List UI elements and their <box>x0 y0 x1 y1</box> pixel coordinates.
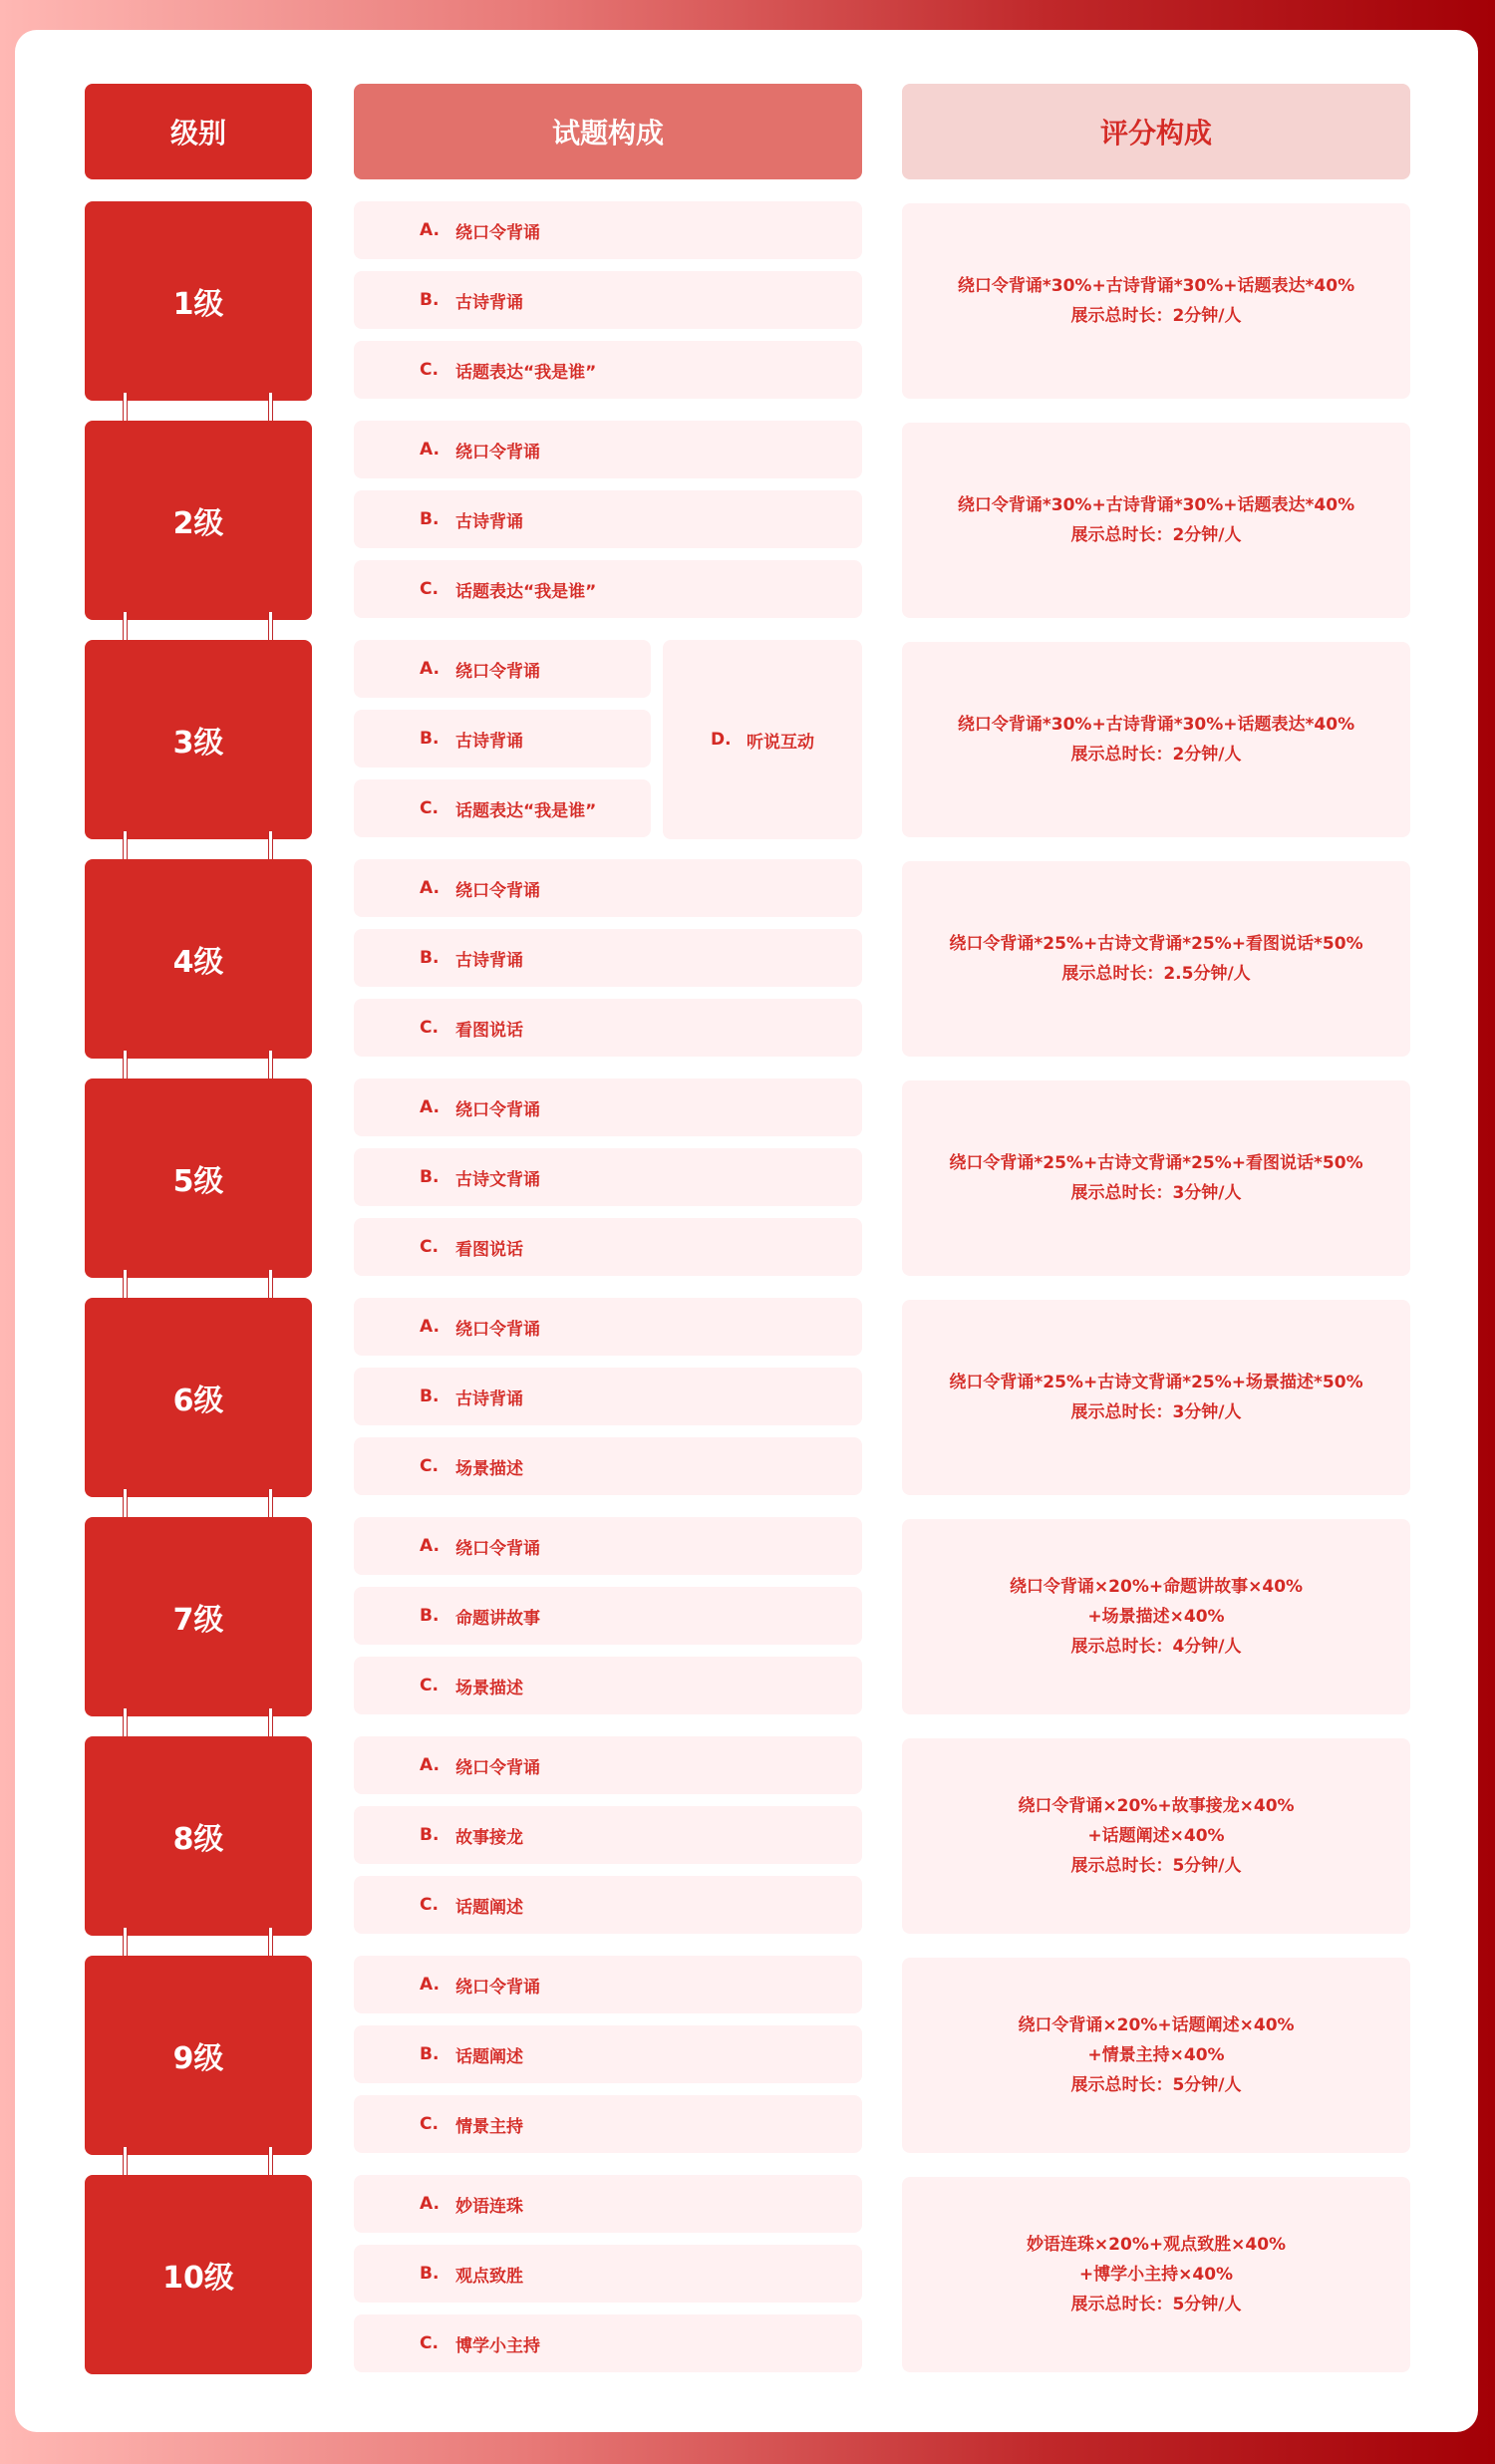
question-item <box>354 999 862 1057</box>
scoring-line: 绕口令背诵*25%+古诗文背诵*25%+场景描述*50% <box>949 1373 1363 1392</box>
question-letter: A. <box>420 1536 440 1556</box>
question-letter: B. <box>420 1825 440 1845</box>
question-letter: C. <box>420 2333 439 2353</box>
question-text: 看图说话 <box>455 1020 523 1041</box>
question-text: 情景主持 <box>455 2116 523 2137</box>
question-letter: D. <box>711 730 732 750</box>
question-item <box>354 560 862 618</box>
question-item <box>354 1298 862 1356</box>
question-item <box>354 201 862 259</box>
question-item <box>354 1517 862 1575</box>
scoring-line: 展示总时长：2.5分钟/人 <box>1061 964 1251 984</box>
scoring-box <box>902 423 1410 618</box>
scoring-line: 展示总时长：2分钟/人 <box>1070 745 1242 765</box>
scoring-box <box>902 861 1410 1057</box>
question-item <box>354 1218 862 1276</box>
question-item-extra <box>663 640 862 839</box>
question-item <box>354 2245 862 2303</box>
level-block: 5级 <box>85 1078 312 1278</box>
question-letter: A. <box>420 878 440 898</box>
question-text: 妙语连珠 <box>455 2196 523 2217</box>
scoring-line: 展示总时长：4分钟/人 <box>1070 1637 1242 1657</box>
question-letter: C. <box>420 360 439 380</box>
question-text: 观点致胜 <box>455 2266 523 2287</box>
scoring-box <box>902 642 1410 837</box>
scoring-line: 绕口令背诵×20%+命题讲故事×40% <box>1009 1577 1304 1597</box>
question-text: 绕口令背诵 <box>455 1977 540 1998</box>
question-letter: B. <box>420 729 440 749</box>
question-letter: C. <box>420 579 439 599</box>
question-item <box>354 1736 862 1794</box>
question-letter: B. <box>420 1606 440 1626</box>
question-text: 古诗背诵 <box>455 1388 523 1409</box>
scoring-line: 展示总时长：3分钟/人 <box>1070 1183 1242 1203</box>
question-text: 话题表达“我是谁” <box>455 800 597 821</box>
question-text: 话题阐述 <box>455 2046 523 2067</box>
level-block: 6级 <box>85 1298 312 1497</box>
scoring-line: 绕口令背诵*30%+古诗背诵*30%+话题表达*40% <box>957 495 1355 515</box>
scoring-line: 绕口令背诵*25%+古诗文背诵*25%+看图说话*50% <box>949 1153 1363 1173</box>
question-text: 话题表达“我是谁” <box>455 581 597 602</box>
scoring-line: +话题阐述×40% <box>1087 1826 1225 1846</box>
scoring-line: 展示总时长：2分钟/人 <box>1070 306 1242 326</box>
scoring-box <box>902 1738 1410 1934</box>
header-scoring: 评分构成 <box>902 84 1410 179</box>
question-letter: C. <box>420 1895 439 1915</box>
question-text: 绕口令背诵 <box>455 442 540 462</box>
question-text: 古诗背诵 <box>455 731 523 752</box>
question-letter: B. <box>420 2044 440 2064</box>
question-letter: A. <box>420 659 440 679</box>
question-item <box>354 1806 862 1864</box>
question-letter: C. <box>420 1018 439 1038</box>
scoring-line: 绕口令背诵*30%+古诗背诵*30%+话题表达*40% <box>957 276 1355 296</box>
question-text: 话题表达“我是谁” <box>455 362 597 383</box>
question-item <box>354 859 862 917</box>
question-letter: B. <box>420 290 440 310</box>
scoring-line: 展示总时长：5分钟/人 <box>1070 1856 1242 1876</box>
scoring-box <box>902 2177 1410 2372</box>
question-text: 场景描述 <box>455 1678 523 1698</box>
question-item <box>354 1876 862 1934</box>
question-letter: A. <box>420 220 440 240</box>
question-item <box>354 2025 862 2083</box>
question-text: 古诗背诵 <box>455 511 523 532</box>
question-item <box>354 2314 862 2372</box>
scoring-line: 绕口令背诵*30%+古诗背诵*30%+话题表达*40% <box>957 715 1355 735</box>
scoring-line: 妙语连珠×20%+观点致胜×40% <box>1026 2235 1287 2255</box>
question-item <box>354 341 862 399</box>
question-item <box>354 1956 862 2013</box>
scoring-line: 绕口令背诵*25%+古诗文背诵*25%+看图说话*50% <box>949 934 1363 954</box>
question-text: 博学小主持 <box>455 2335 540 2356</box>
scoring-line: +情景主持×40% <box>1087 2045 1225 2065</box>
question-letter: B. <box>420 2264 440 2284</box>
question-letter: B. <box>420 948 440 968</box>
scoring-line: 展示总时长：5分钟/人 <box>1070 2295 1242 2314</box>
scoring-box <box>902 1958 1410 2153</box>
scoring-line: 展示总时长：5分钟/人 <box>1070 2075 1242 2095</box>
question-letter: A. <box>420 2194 440 2214</box>
scoring-box <box>902 1080 1410 1276</box>
scoring-box <box>902 1300 1410 1495</box>
question-text: 绕口令背诵 <box>455 1538 540 1559</box>
header-level: 级别 <box>85 84 312 179</box>
question-text: 古诗背诵 <box>455 950 523 971</box>
question-letter: A. <box>420 1317 440 1337</box>
scoring-box <box>902 203 1410 399</box>
question-item <box>354 271 862 329</box>
scoring-box <box>902 1519 1410 1714</box>
scoring-line: +场景描述×40% <box>1087 1607 1225 1627</box>
question-item <box>354 710 651 768</box>
question-text: 看图说话 <box>455 1239 523 1260</box>
scoring-line: 展示总时长：3分钟/人 <box>1070 1402 1242 1422</box>
question-text: 绕口令背诵 <box>455 661 540 682</box>
question-text: 话题阐述 <box>455 1897 523 1918</box>
question-letter: C. <box>420 1676 439 1695</box>
scoring-line: 展示总时长：2分钟/人 <box>1070 525 1242 545</box>
level-block: 7级 <box>85 1517 312 1716</box>
question-letter: A. <box>420 1975 440 1995</box>
question-item <box>354 490 862 548</box>
question-item <box>354 1078 862 1136</box>
question-letter: A. <box>420 440 440 460</box>
question-text: 故事接龙 <box>455 1827 523 1848</box>
question-text: 听说互动 <box>747 732 814 753</box>
question-item <box>354 640 651 698</box>
question-text: 场景描述 <box>455 1458 523 1479</box>
level-block: 1级 <box>85 201 312 401</box>
level-block: 4级 <box>85 859 312 1059</box>
question-text: 古诗文背诵 <box>455 1169 540 1190</box>
question-letter: C. <box>420 1456 439 1476</box>
question-letter: B. <box>420 1386 440 1406</box>
question-item <box>354 1368 862 1425</box>
question-letter: A. <box>420 1097 440 1117</box>
scoring-line: 绕口令背诵×20%+话题阐述×40% <box>1018 2015 1295 2035</box>
question-item <box>354 779 651 837</box>
question-item <box>354 2175 862 2233</box>
question-item <box>354 1148 862 1206</box>
question-text: 绕口令背诵 <box>455 1757 540 1778</box>
level-block: 9级 <box>85 1956 312 2155</box>
question-text: 绕口令背诵 <box>455 1099 540 1120</box>
level-block: 3级 <box>85 640 312 839</box>
question-letter: C. <box>420 1237 439 1257</box>
question-item <box>354 929 862 987</box>
question-letter: B. <box>420 1167 440 1187</box>
question-letter: C. <box>420 2114 439 2134</box>
question-item <box>354 1437 862 1495</box>
level-block: 2级 <box>85 421 312 620</box>
scoring-line: 绕口令背诵×20%+故事接龙×40% <box>1018 1796 1295 1816</box>
question-letter: A. <box>420 1755 440 1775</box>
question-letter: B. <box>420 509 440 529</box>
question-text: 绕口令背诵 <box>455 1319 540 1340</box>
question-item <box>354 1657 862 1714</box>
question-item <box>354 421 862 478</box>
header-questions: 试题构成 <box>354 84 862 179</box>
level-block: 10级 <box>85 2175 312 2374</box>
question-text: 绕口令背诵 <box>455 880 540 901</box>
question-letter: C. <box>420 798 439 818</box>
question-text: 绕口令背诵 <box>455 222 540 243</box>
level-block: 8级 <box>85 1736 312 1936</box>
question-item <box>354 1587 862 1645</box>
question-item <box>354 2095 862 2153</box>
scoring-line: +博学小主持×40% <box>1078 2265 1234 2285</box>
question-text: 命题讲故事 <box>455 1608 540 1629</box>
question-text: 古诗背诵 <box>455 292 523 313</box>
